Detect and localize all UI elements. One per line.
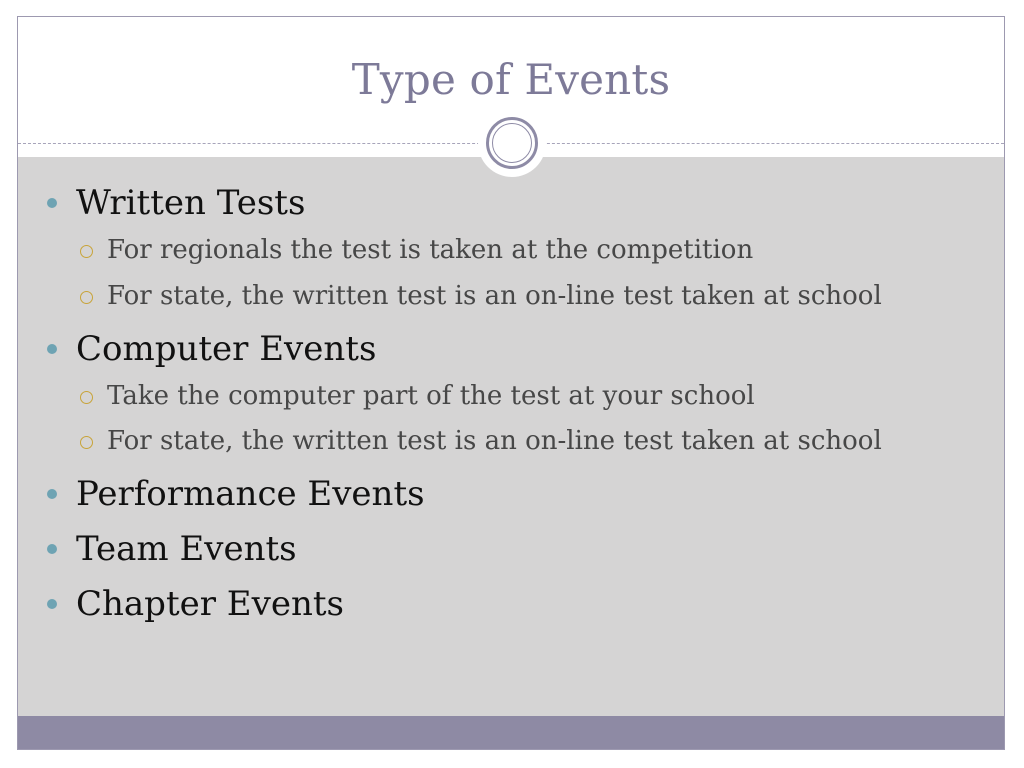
sub-bullet-ring-icon	[80, 391, 93, 404]
bullet-item	[76, 329, 376, 369]
bullet-text: Performance Events	[76, 474, 425, 514]
sub-bullet-ring-icon	[80, 245, 93, 258]
sub-bullet-item	[107, 381, 755, 411]
bullet-item	[76, 584, 344, 624]
bullet-text: Computer Events	[76, 329, 377, 369]
content-area	[18, 157, 1004, 716]
bullet-item	[76, 183, 305, 223]
sub-bullet-item	[107, 426, 882, 456]
sub-bullet-text: Take the computer part of the test at your school	[107, 381, 755, 411]
sub-bullet-ring-icon	[80, 291, 93, 304]
sub-bullet-text: For state, the written test is an on-line test taken at school	[107, 281, 882, 311]
slide	[17, 16, 1005, 750]
sub-bullet-text: For state, the written test is an on-line test taken at school	[107, 426, 882, 456]
bullet-item	[76, 529, 297, 569]
bullet-item	[76, 474, 425, 514]
sub-bullet-text: For regionals the test is taken at the competition	[107, 235, 754, 265]
sub-bullet-item	[107, 235, 753, 265]
slide-title: Type of Events	[351, 55, 671, 104]
footer-bar	[18, 716, 1004, 750]
bullet-text: Team Events	[76, 529, 297, 569]
circle-ornament-icon	[486, 117, 538, 169]
circle-ornament-inner	[492, 123, 532, 163]
sub-bullet-ring-icon	[80, 436, 93, 449]
bullet-dot-icon	[47, 599, 57, 609]
bullet-text: Written Tests	[76, 183, 306, 223]
bullet-dot-icon	[47, 344, 57, 354]
bullet-dot-icon	[47, 198, 57, 208]
bullet-dot-icon	[47, 489, 57, 499]
bullet-text: Chapter Events	[76, 584, 344, 624]
bullet-dot-icon	[47, 544, 57, 554]
sub-bullet-item	[107, 281, 882, 311]
